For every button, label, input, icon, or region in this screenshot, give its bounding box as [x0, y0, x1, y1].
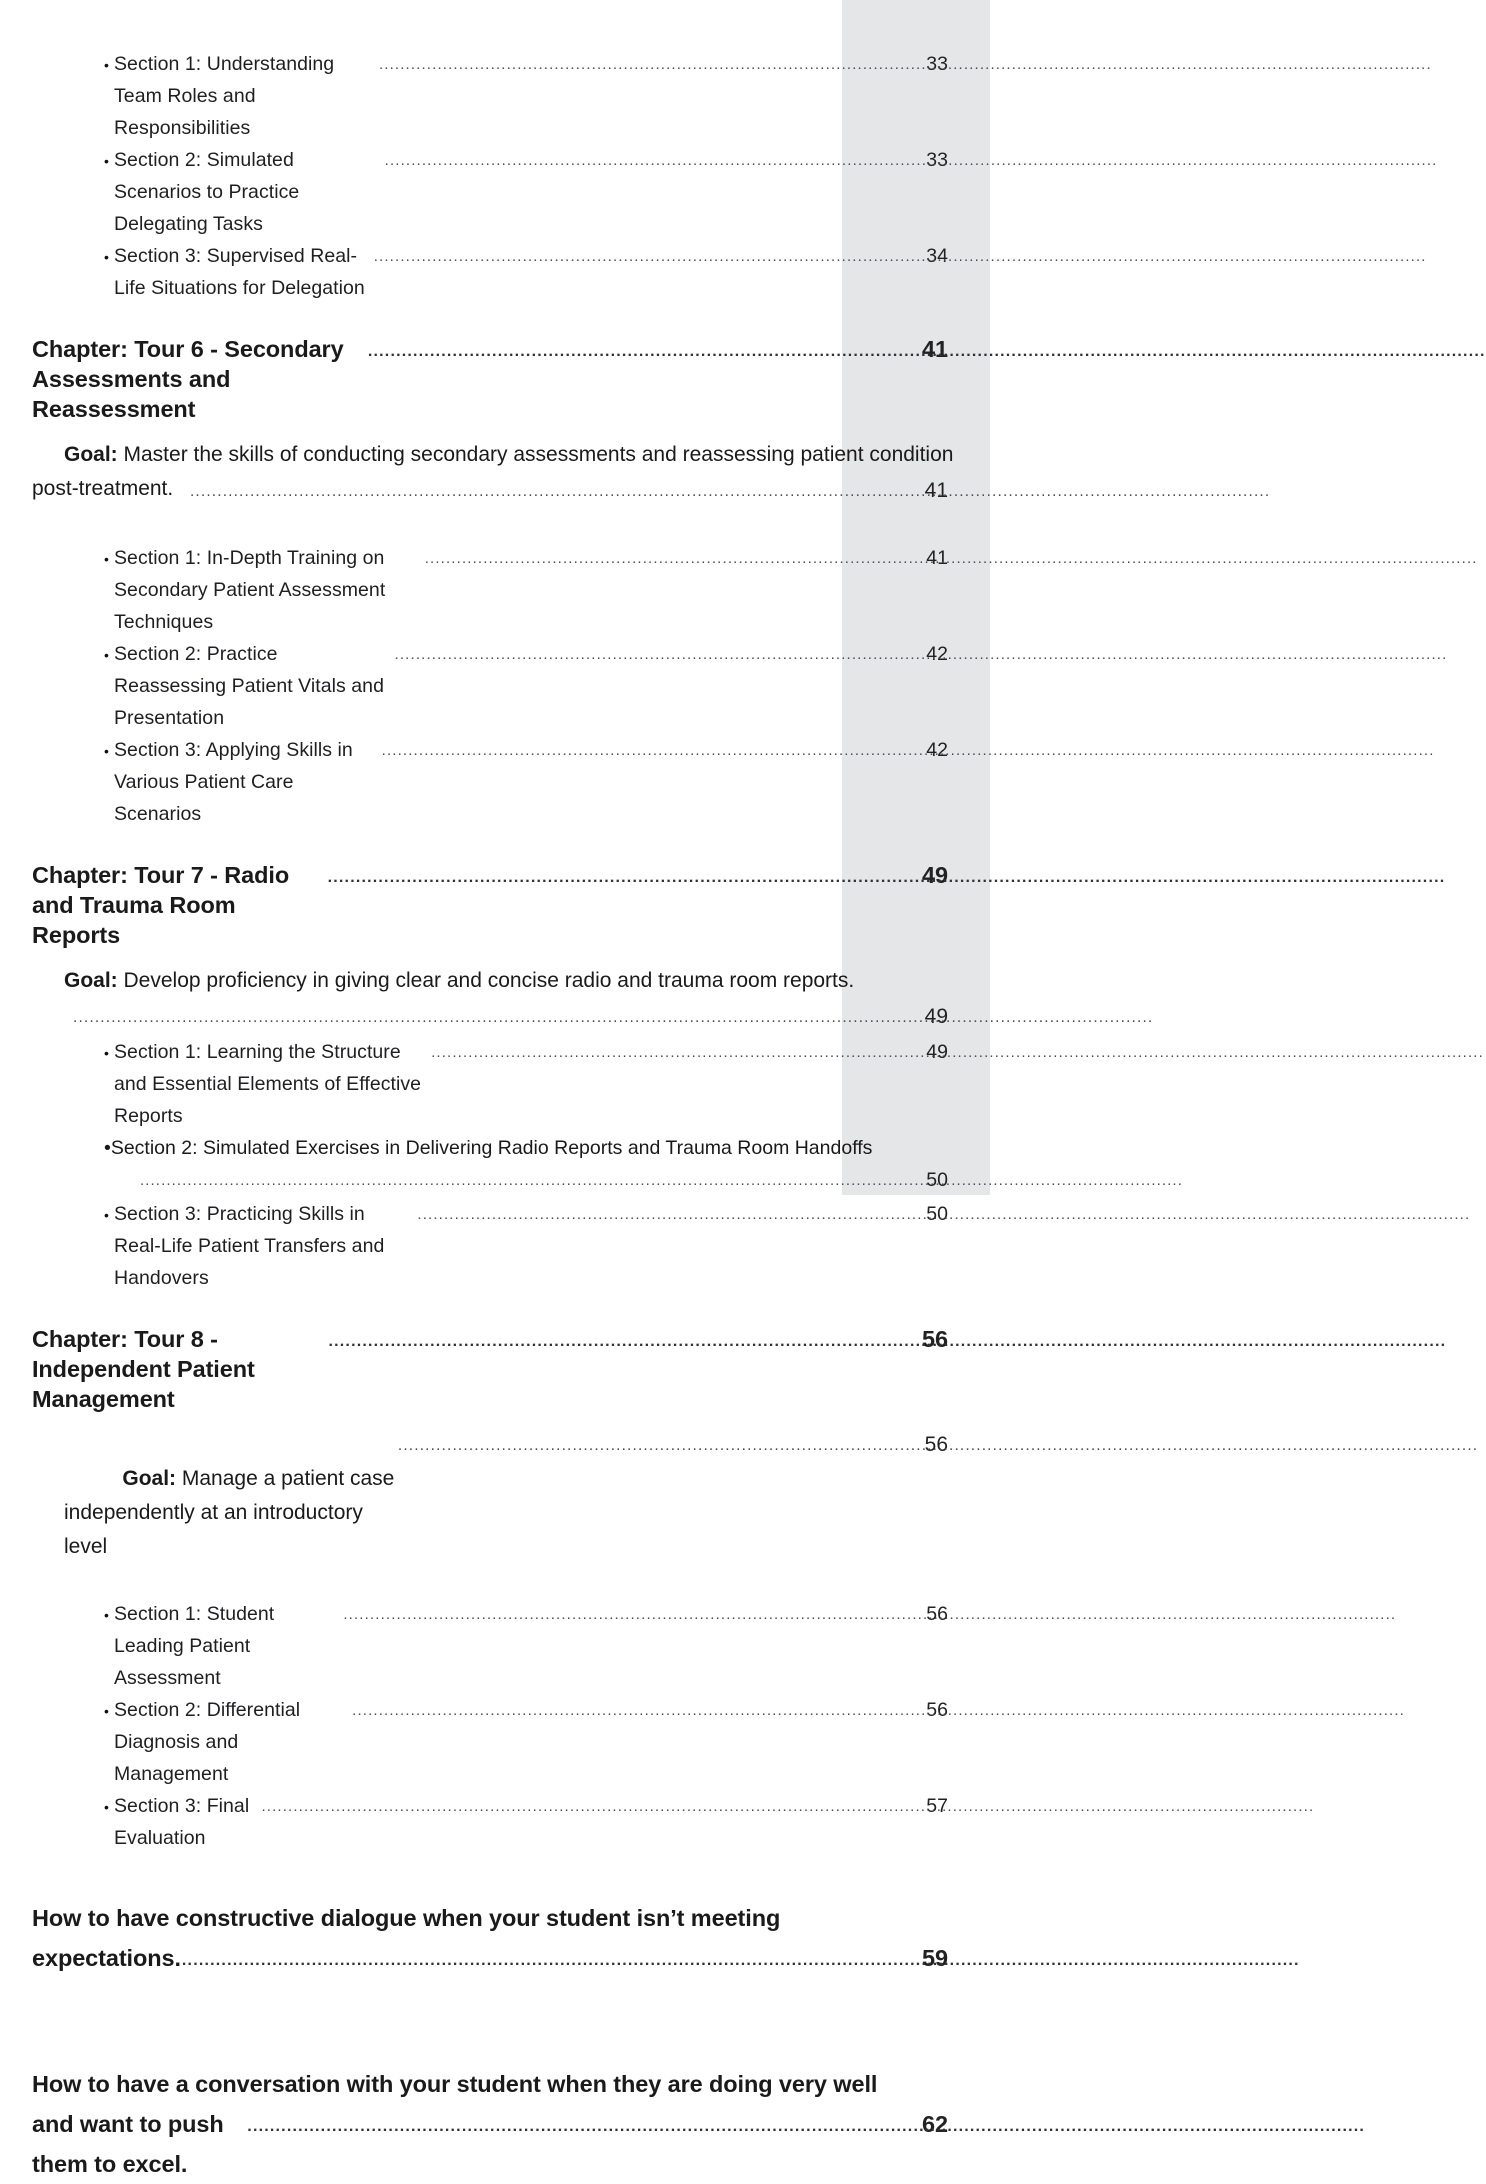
bullet-icon: •	[104, 153, 109, 169]
toc-section-label: Section 1: Understanding Team Roles and Responsibilities	[114, 53, 340, 139]
toc-page-number: 42	[926, 643, 948, 665]
toc-page-number: 41	[926, 547, 948, 569]
orphan-section-group	[0, 48, 990, 304]
toc-section-label: Section 1: Learning the Structure and Essential Elements of Effective Reports	[114, 1041, 427, 1127]
dot-leader	[382, 735, 926, 767]
toc-section-label: Section 1: Student Leading Patient Assessment	[114, 1603, 280, 1689]
toc-section-row[interactable]	[0, 1694, 990, 1790]
toc-goal-label: Goal:	[64, 443, 118, 466]
bullet-icon: •	[104, 57, 109, 73]
toc-standalone-heading[interactable]	[0, 1898, 990, 1982]
dot-leader	[182, 1941, 913, 1981]
toc-page-number: 41	[924, 479, 948, 502]
toc-section-label: Section 3: Practicing Skills in Real-Life Patient Transfers and Handovers	[114, 1203, 390, 1289]
toc-standalone-heading-line2: expectations.	[32, 1945, 188, 1971]
dot-leader	[425, 543, 926, 575]
toc-section-label: Section 2: Practice Reassessing Patient Vitals and Presentation	[114, 643, 390, 729]
toc-section-label: Section 3: Supervised Real-Life Situations for Delegation	[114, 245, 365, 299]
toc-page-number: 59	[922, 1945, 948, 1971]
top-spacer	[0, 0, 990, 48]
toc-chapter-heading[interactable]	[0, 334, 990, 424]
toc-page-number: 56	[924, 1433, 948, 1456]
dot-leader	[417, 1199, 925, 1231]
dot-leader	[379, 49, 925, 81]
dot-leader	[431, 1037, 925, 1069]
toc-goal-text: Manage a patient case independently at an introductory level	[64, 1467, 401, 1558]
dot-leader	[368, 337, 914, 367]
toc-chapter-title: Chapter: Tour 7 - Radio and Trauma Room Reports	[32, 862, 296, 948]
toc-standalone-heading[interactable]	[0, 2064, 990, 2184]
toc-page-number: 62	[922, 2111, 948, 2137]
dot-leader	[73, 1001, 924, 1035]
toc-section-label-line	[104, 1132, 990, 1164]
toc-section-row[interactable]	[0, 542, 990, 638]
toc-page-number: 56	[926, 1603, 948, 1625]
dot-leader	[385, 145, 926, 177]
dot-leader	[140, 1165, 925, 1197]
toc-section-row[interactable]	[0, 1036, 990, 1132]
dot-leader	[398, 1429, 924, 1463]
toc-page-number: 56	[926, 1699, 948, 1721]
bullet-icon: •	[104, 1137, 111, 1159]
dot-leader	[261, 1791, 925, 1823]
toc-section-group	[0, 1598, 990, 1854]
toc-chapter-heading[interactable]	[0, 860, 990, 950]
toc-goal-leader-row	[0, 1000, 990, 1036]
toc-page-number: 56	[922, 1326, 948, 1352]
toc-section-row[interactable]	[0, 1790, 990, 1854]
bullet-icon: •	[104, 1607, 109, 1623]
dot-leader	[352, 1695, 925, 1727]
toc-section-row[interactable]	[0, 1598, 990, 1694]
dot-leader	[328, 863, 914, 893]
toc-chapter-block	[0, 860, 990, 1294]
toc-page-number: 33	[926, 53, 948, 75]
bullet-icon: •	[104, 647, 109, 663]
toc-page-number: 33	[926, 149, 948, 171]
bullet-icon: •	[104, 743, 109, 759]
toc-goal-text-line	[32, 1428, 401, 1598]
toc-page-number: 57	[926, 1795, 948, 1817]
dot-leader	[328, 1327, 914, 1357]
dot-leader	[190, 475, 924, 509]
toc-page-number: 49	[924, 1005, 948, 1028]
toc-page-number: 49	[926, 1041, 948, 1063]
toc-page-number: 42	[926, 739, 948, 761]
toc-chapter-heading[interactable]	[0, 1324, 990, 1414]
toc-section-row[interactable]	[0, 638, 990, 734]
toc-standalone-heading-line2-row	[32, 1938, 948, 1982]
toc-chapter-block	[0, 334, 990, 830]
bullet-icon: •	[104, 1799, 109, 1815]
toc-section-row[interactable]	[0, 48, 990, 144]
toc-section-label: Section 1: In-Depth Training on Secondary Patient Assessment Techniques	[114, 547, 391, 633]
toc-section-row[interactable]	[0, 1198, 990, 1294]
toc-goal-block[interactable]	[0, 964, 990, 998]
toc-section-label: Section 2: Differential Diagnosis and Management	[114, 1699, 306, 1785]
toc-standalone-heading-line1: How to have constructive dialogue when your student isn’t meeting	[32, 1905, 781, 1931]
toc-section-leader-row	[113, 1164, 990, 1198]
bullet-icon: •	[104, 1207, 109, 1223]
toc-section-row[interactable]	[0, 1132, 990, 1198]
toc-chapter-block	[0, 1324, 990, 1854]
toc-standalone-heading-line2-row	[32, 2104, 948, 2184]
toc-chapter-title: Chapter: Tour 6 - Secondary Assessments and Reassessment	[32, 336, 350, 422]
toc-goal-text: Master the skills of conducting secondary assessments and reassessing patient condition post-treatment.	[32, 443, 954, 500]
dot-leader	[374, 241, 926, 273]
toc-goal-block[interactable]	[0, 1428, 990, 1598]
bullet-icon: •	[104, 551, 109, 567]
dot-leader	[395, 639, 926, 671]
toc-page-number: 34	[926, 245, 948, 267]
toc-goal-label: Goal:	[64, 969, 118, 992]
heading-spacer	[0, 1982, 990, 2064]
toc-section-label: Section 3: Applying Skills in Various Patient Care Scenarios	[114, 739, 359, 825]
heading-spacer	[0, 1854, 990, 1898]
toc-page-number: 50	[926, 1169, 948, 1191]
bullet-icon: •	[104, 1045, 109, 1061]
toc-section-label: Section 2: Simulated Scenarios to Practice Delegating Tasks	[114, 149, 305, 235]
toc-section-row[interactable]	[0, 734, 990, 830]
toc-standalone-heading-line2: and want to push them to excel.	[32, 2111, 231, 2177]
toc-page-number: 50	[926, 1203, 948, 1225]
toc-section-row[interactable]	[0, 144, 990, 240]
dot-leader	[343, 1599, 925, 1631]
toc-section-group	[0, 542, 990, 830]
toc-section-label: Section 3: Final Evaluation	[114, 1795, 255, 1849]
toc-goal-text-line	[32, 964, 990, 998]
toc-section-group	[0, 1036, 990, 1294]
bullet-icon: •	[104, 249, 109, 265]
toc-page-number: 41	[922, 336, 948, 362]
toc-page-number: 49	[922, 862, 948, 888]
toc-section-label: Section 2: Simulated Exercises in Delivering Radio Reports and Trauma Room Handoffs	[110, 1137, 873, 1159]
toc-goal-label: Goal:	[122, 1467, 177, 1490]
dot-leader	[247, 2107, 913, 2147]
bullet-icon: •	[104, 1703, 109, 1719]
toc-standalone-heading-line1: How to have a conversation with your student when they are doing very well	[32, 2071, 878, 2097]
toc-section-row[interactable]	[0, 240, 990, 304]
toc-chapter-title: Chapter: Tour 8 - Independent Patient Management	[32, 1326, 262, 1412]
toc-goal-text: Develop proficiency in giving clear and concise radio and trauma room reports.	[117, 969, 855, 992]
